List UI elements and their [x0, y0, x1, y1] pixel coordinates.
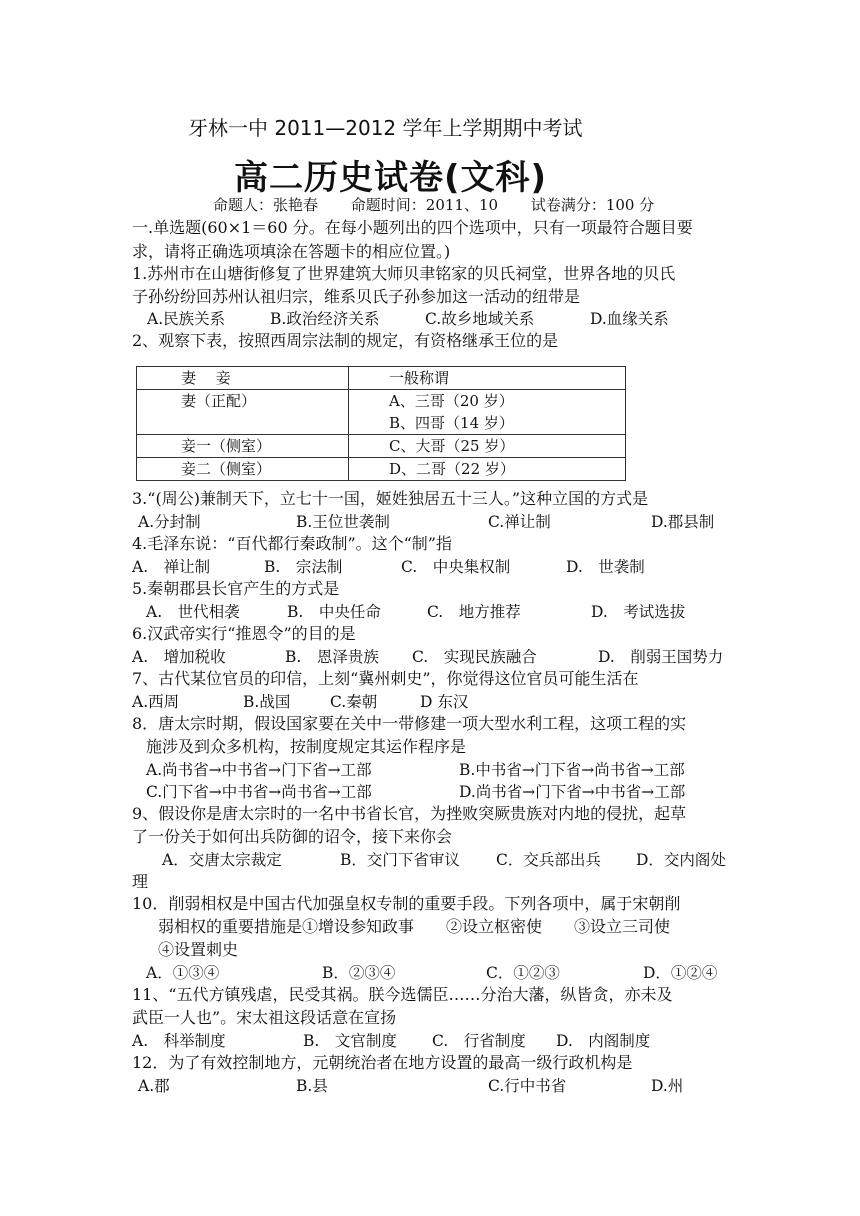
- q6-option-a: A. 增加税收: [132, 648, 226, 666]
- table-row: [137, 390, 626, 435]
- table-cell-line: A、三哥（20 岁）: [389, 392, 514, 410]
- q11-stem-line1: 11、“五代方镇残虐，民受其祸。朕今选儒臣……分治大藩，纵皆贪，亦未及: [132, 985, 673, 1004]
- q4-option-d: D. 世袭制: [566, 558, 645, 576]
- table-header-cell: 一般称谓: [349, 367, 626, 390]
- q3-option-d: D.郡县制: [651, 513, 715, 531]
- q1-option-b: B.政治经济关系: [270, 310, 380, 328]
- q7-option-a: A.西周: [132, 693, 180, 711]
- q1-option-c: C.故乡地域关系: [425, 310, 535, 328]
- q8-option-b: B.中书省→门下省→尚书省→工部: [459, 761, 685, 779]
- date-label: 命题时间：2011、10: [350, 196, 499, 214]
- q9-option-d-wrap: 理: [132, 872, 149, 891]
- q1-stem-line2: 子孙纷纷回苏州认祖归宗，维系贝氏子孙参加这一活动的纽带是: [132, 287, 581, 306]
- q5-stem: 5.秦朝郡县长官产生的方式是: [132, 579, 340, 598]
- q12-option-a: A.郡: [138, 1077, 170, 1095]
- q10-option-d: D．①②④: [643, 964, 718, 982]
- q2-stem: 2、观察下表，按照西周宗法制的规定，有资格继承王位的是: [132, 331, 559, 350]
- q9-option-a: A．交唐太宗裁定: [162, 851, 282, 869]
- q8-stem-line2: 施涉及到众多机构，按制度规定其运作程序是: [146, 737, 467, 756]
- q10-option-c: C．①②③: [486, 964, 560, 982]
- q6-option-b: B. 恩泽贵族: [285, 648, 379, 666]
- q4-option-c: C. 中央集权制: [401, 558, 511, 576]
- q9-stem-line1: 9、假设你是唐太宗时的一名中书省长官，为挫败突厥贵族对内地的侵扰，起草: [132, 804, 687, 823]
- q4-stem: 4.毛泽东说：“百代都行秦政制”。这个“制”指: [132, 534, 452, 553]
- q7-option-c: C.秦朝: [330, 693, 378, 711]
- table-cell: C、大哥（25 岁）: [349, 435, 626, 458]
- q7-stem: 7、古代某位官员的印信，上刻“冀州刺史”，你觉得这位官员可能生活在: [132, 669, 639, 688]
- table-row: [137, 435, 626, 458]
- q5-option-b: B. 中央任命: [287, 603, 381, 621]
- table-cell: 妾二（侧室）: [137, 458, 349, 481]
- author-label: 命题人：张艳春: [213, 196, 319, 214]
- q4-option-b: B. 宗法制: [264, 558, 343, 576]
- section-instruction-line2: 求，请将正确选项填涂在答题卡的相应位置。): [132, 242, 451, 261]
- q4-option-a: A. 禅让制: [132, 558, 211, 576]
- page-title: 高二历史试卷(文科): [234, 158, 548, 198]
- q8-stem-line1: 8．唐太宗时期，假设国家要在关中一带修建一项大型水利工程，这项工程的实: [132, 714, 687, 733]
- table-cell: 妻（正配）: [137, 390, 349, 435]
- table-cell: [349, 390, 626, 435]
- score-label: 试卷满分：100 分: [530, 196, 655, 214]
- q9-option-c: C．交兵部出兵: [496, 851, 601, 869]
- school-heading: 牙林一中 2011—2012 学年上学期期中考试: [188, 116, 583, 140]
- exam-meta: [213, 194, 682, 215]
- q8-option-d: D.尚书省→门下省→中书省→工部: [459, 783, 686, 801]
- q10-stem-line2: 弱相权的重要措施是①增设参知政事 ②设立枢密使 ③设立三司使: [158, 917, 671, 936]
- q10-option-a: A．①③④: [146, 964, 220, 982]
- table-row: [137, 458, 626, 481]
- q8-option-c: C.门下省→中书省→尚书省→工部: [146, 783, 372, 801]
- table-cell: D、二哥（22 岁）: [349, 458, 626, 481]
- q6-option-d: D. 削弱王国势力: [598, 648, 724, 666]
- q9-option-b: B．交门下省审议: [340, 851, 460, 869]
- q1-stem-line1: 1.苏州市在山塘街修复了世界建筑大师贝聿铭家的贝氏祠堂，世界各地的贝氏: [132, 264, 676, 283]
- q12-option-b: B.县: [296, 1077, 328, 1095]
- q1-option-d: D.血缘关系: [590, 310, 669, 328]
- q7-option-d: D 东汉: [420, 693, 469, 711]
- q9-stem-line2: 了一份关于如何出兵防御的诏令，接下来你会: [132, 827, 453, 846]
- q5-option-d: D. 考试选拔: [591, 603, 686, 621]
- q11-stem-line2: 武臣一人也”。宋太祖这段话意在宣扬: [132, 1008, 397, 1027]
- q3-option-a: A.分封制: [138, 513, 201, 531]
- section-instruction-line1: 一.单选题(60×1＝60 分。在每小题列出的四个选项中，只有一项最符合题目要: [132, 218, 693, 237]
- q3-stem: 3.“(周公)兼制天下，立七十一国，姬姓独居五十三人。”这种立国的方式是: [132, 489, 649, 508]
- q12-stem: 12．为了有效控制地方，元朝统治者在地方设置的最高一级行政机构是: [132, 1053, 633, 1072]
- q5-option-c: C. 地方推荐: [427, 603, 521, 621]
- table-cell: 妾一（侧室）: [137, 435, 349, 458]
- q10-stem-line3: ④设置刺史: [158, 940, 239, 959]
- succession-table: [136, 366, 626, 481]
- table-header-cell: 妻 妾: [137, 367, 349, 390]
- table-cell-line: B、四哥（14 岁）: [389, 414, 514, 432]
- q6-stem: 6.汉武帝实行“推恩令”的目的是: [132, 624, 356, 643]
- q9-option-d: D．交内阁处: [636, 851, 726, 869]
- table-row: [137, 367, 626, 390]
- q11-option-b: B. 文官制度: [303, 1032, 397, 1050]
- q11-option-d: D. 内阁制度: [556, 1032, 651, 1050]
- q5-option-a: A. 世代相袭: [146, 603, 240, 621]
- q6-option-c: C. 实现民族融合: [412, 648, 537, 666]
- q11-option-a: A. 科举制度: [132, 1032, 226, 1050]
- q11-option-c: C. 行省制度: [432, 1032, 526, 1050]
- q12-option-c: C.行中书省: [488, 1077, 567, 1095]
- q10-option-b: B．②③④: [322, 964, 396, 982]
- q1-option-a: A.民族关系: [147, 310, 226, 328]
- q12-option-d: D.州: [651, 1077, 684, 1095]
- q10-stem-line1: 10．削弱相权是中国古代加强皇权专制的重要手段。下列各项中，属于宋朝削: [132, 894, 681, 913]
- q7-option-b: B.战国: [243, 693, 291, 711]
- q3-option-b: B.王位世袭制: [296, 513, 390, 531]
- q3-option-c: C.禅让制: [488, 513, 551, 531]
- q8-option-a: A.尚书省→中书省→门下省→工部: [146, 761, 372, 779]
